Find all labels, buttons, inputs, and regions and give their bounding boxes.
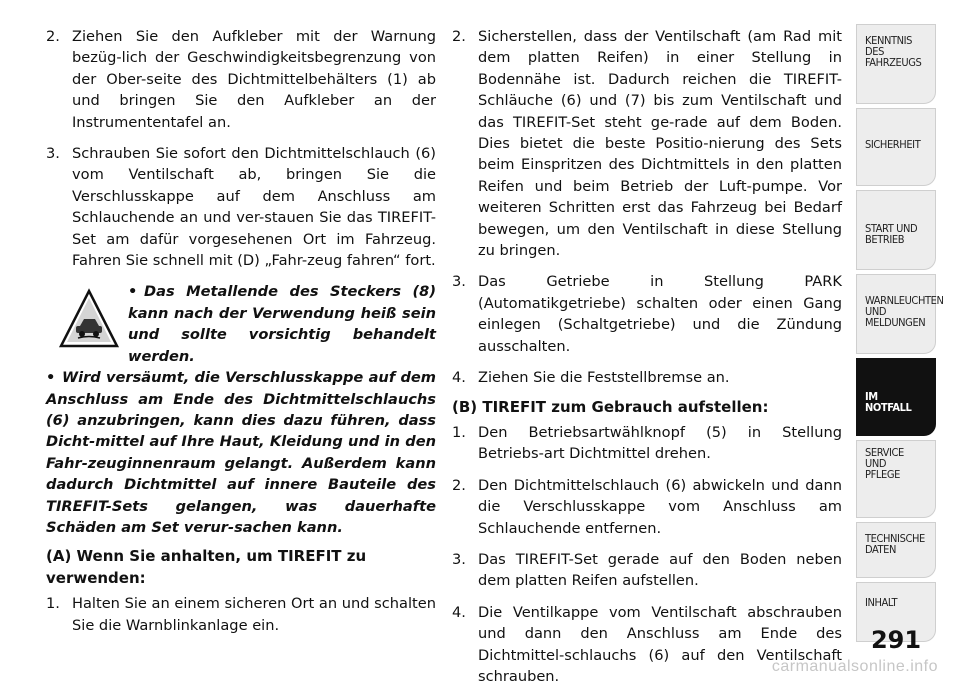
item-text: Den Dichtmittelschlauch (6) abwickeln und dann die Verschlusskappe vom Anschluss am Schlauchende entfernen.: [478, 476, 842, 537]
page-number: 291: [870, 626, 922, 654]
tab-start-und-betrieb[interactable]: START UND BETRIEB: [856, 190, 936, 270]
warning-bullet-text: Wird versäumt, die Verschlusskappe auf dem Anschluss am Ende des Dichtmittelschlauchs (6) anzubringen, kann dies dazu führen, dass Dicht-mittel auf Ihre Haut, Kleidung und in den Fahr-zeuginnenraum gelangt. Außerdem kann dadurch Dichtmittel auf innere Bauteile des TIREFIT-Sets gelangen, was dauerhafte Schäden am Set verur-sachen kann.: [46, 369, 436, 536]
item-number: 4.: [452, 603, 466, 621]
list-item: [452, 271, 842, 357]
item-number: 1.: [452, 423, 466, 441]
section-heading: (A) Wenn Sie anhalten, um TIREFIT zu verwenden:: [46, 547, 367, 587]
item-text: Das Getriebe in Stellung PARK (Automatikgetriebe) schalten oder einen Gang einlegen (Schaltgetriebe) und die Zündung ausschalten.: [478, 273, 842, 355]
list-item: [452, 549, 842, 592]
left-column: [46, 26, 436, 636]
item-text: Halten Sie an einem sicheren Ort an und schalten Sie die Warnblinkanlage ein.: [72, 595, 436, 634]
list-item: [452, 26, 842, 261]
section-heading: (B) TIREFIT zum Gebrauch aufstellen:: [452, 397, 769, 416]
right-column: [452, 26, 842, 687]
tab-warnleuchten-und-meldungen[interactable]: WARNLEUCHTEN UND MELDUNGEN: [856, 274, 936, 354]
item-number: 2.: [46, 28, 60, 45]
tab-im-notfall[interactable]: IM NOTFALL: [856, 358, 936, 436]
tab-sicherheit[interactable]: SICHERHEIT: [856, 108, 936, 186]
tab-inhalt[interactable]: INHALT: [856, 582, 936, 642]
item-number: 2.: [452, 476, 466, 494]
item-text: Ziehen Sie den Aufkleber mit der Warnung bezüg-lich der Geschwindigkeitsbegrenzung von der Ober-seite des Dichtmittelbehälters (1) ab und bringen Sie den Aufkleber an der Instrumententafel an.: [72, 28, 436, 131]
item-text: Ziehen Sie die Feststellbremse an.: [478, 369, 730, 387]
list-item: [452, 475, 842, 539]
item-text: Die Ventilkappe vom Ventilschaft abschrauben und dann den Anschluss am Ende des Dichtmittel-schlauchs (6) auf den Ventilschaft schrauben.: [478, 603, 842, 685]
item-number: 3.: [452, 550, 466, 568]
item-number: 3.: [46, 145, 60, 163]
warning-block: [46, 281, 436, 538]
warning-bullet: • Wird versäumt, die Verschlusskappe auf dem Anschluss am Ende des Dichtmittelschlauchs (6) anzubringen, kann dies dazu führen, dass Dicht-mittel auf Ihre Haut, Kleidung und in den Fahr-zeuginnenraum gelangt. Außerdem kann dadurch Dichtmittel auf innere Bauteile des TIREFIT-Sets gelangen, was dauerhafte Schäden am Set verur-sachen kann.: [46, 369, 436, 536]
list-item: [452, 367, 842, 388]
warning-bullet-text: Das Metallende des Steckers (8) kann nach der Verwendung heiß sein und sollte vorsichtig behandelt werden.: [128, 283, 436, 365]
warning-triangle-icon: [58, 288, 120, 350]
list-item: [46, 143, 436, 271]
item-text: Sicherstellen, dass der Ventilschaft (am Rad mit dem platten Reifen) in einer Stellung in Bodennähe ist. Dadurch reichen die TIREFIT-Schläuche (6) und (7) bis zum Ventilschaft und das TIREFIT-Set steht ge-rade auf dem Boden. Dies bietet die beste Positio-nierung des Sets beim Einspritzen des Dichtmittels in den platten Reifen und beim Betrieb der Luft-pumpe. Vor weiteren Schritten erst das Fahrzeug bei Bedarf bewegen, um den Ventilschaft in diese Stellung zu bringen.: [478, 28, 842, 260]
item-number: 4.: [452, 369, 466, 387]
item-text: Schrauben Sie sofort den Dichtmittelschlauch (6) vom Ventilschaft ab, bringen Sie die Verschlusskappe auf dem Anschluss am Schlauchende an und ver-stauen Sie das TIREFIT-Set am dafür vorgesehenen Ort im Fahrzeug. Fahren Sie schnell mit (D) „Fahr-zeug fahren“ fort.: [72, 145, 436, 270]
item-number: 3.: [452, 273, 466, 291]
warning-bullet: • Das Metallende des Steckers (8) kann nach der Verwendung heiß sein und sollte vorsichtig behandelt werden.: [128, 283, 436, 365]
item-number: 2.: [452, 28, 466, 45]
tab-technische-daten[interactable]: TECHNISCHE DATEN: [856, 522, 936, 578]
tab-kenntnis-des-fahrzeugs[interactable]: KENNTNIS DES FAHRZEUGS: [856, 24, 936, 104]
item-number: 1.: [46, 595, 60, 613]
list-item: [46, 593, 436, 636]
list-item: [46, 26, 436, 133]
tab-service-und-pflege[interactable]: SERVICE UND PFLEGE: [856, 440, 936, 518]
watermark: carmanualsonline.info: [771, 658, 938, 675]
item-text: Den Betriebsartwählknopf (5) in Stellung Betriebs-art Dichtmittel drehen.: [478, 423, 842, 463]
item-text: Das TIREFIT-Set gerade auf den Boden neben dem platten Reifen aufstellen.: [478, 550, 842, 590]
list-item: [452, 422, 842, 465]
